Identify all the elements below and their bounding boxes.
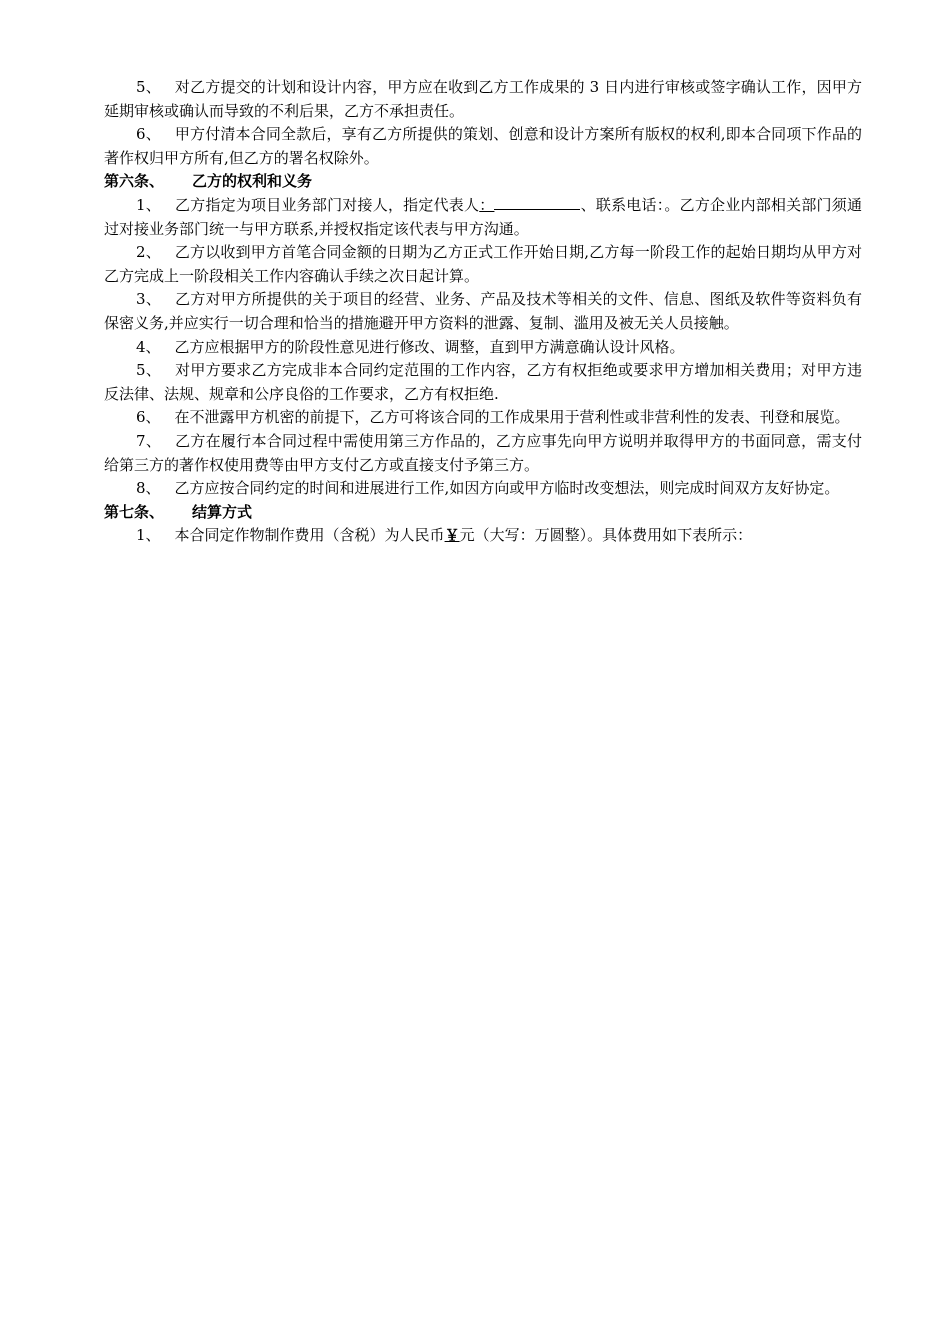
clause-text: 对甲方要求乙方完成非本合同约定范围的工作内容，乙方有权拒绝或要求甲方增加相关费用；对甲方违反法律、法规、规章和公序良俗的工作要求，乙方有权拒绝. [104, 361, 862, 403]
clause-text: 乙方应根据甲方的阶段性意见进行修改、调整，直到甲方满意确认设计风格。 [174, 337, 685, 356]
article-6-clause-5 [104, 359, 862, 406]
article-6-clause-7 [104, 430, 862, 477]
clause-number: 7、 [136, 431, 162, 450]
article-6-heading [104, 170, 862, 194]
article-label: 第七条、 [104, 502, 165, 521]
article-label: 第六条、 [104, 172, 165, 191]
colon-mark: ： [479, 195, 495, 214]
article-6-clause-4 [104, 336, 862, 360]
clause-number: 4、 [136, 337, 161, 356]
clause-number: 6、 [136, 125, 161, 144]
yen-symbol: ￥ [444, 526, 460, 545]
clause-number: 1、 [136, 195, 161, 214]
article-6-clause-3 [104, 288, 862, 335]
article-title: 结算方式 [192, 502, 253, 521]
clause-text: 甲方付清本合同全款后，享有乙方所提供的策划、创意和设计方案所有版权的权利,即本合同项下作品的著作权归甲方所有,但乙方的署名权除外。 [104, 125, 862, 167]
article-6-clause-1 [104, 194, 862, 241]
clause-text: 在不泄露甲方机密的前提下，乙方可将该合同的工作成果用于营利性或非营利性的发表、刊登和展览。 [174, 408, 850, 427]
clause-text: 乙方对甲方所提供的关于项目的经营、业务、产品及技术等相关的文件、信息、图纸及软件等资料负有保密义务,并应实行一切合理和恰当的措施避开甲方资料的泄露、复制、滥用及被无关人员接触。 [104, 290, 862, 332]
article-6-clause-6 [104, 406, 862, 430]
article-6-clause-2 [104, 241, 862, 288]
clause-number: 1、 [136, 526, 161, 545]
article-7-clause-1 [104, 524, 862, 548]
clause-text: 乙方应按合同约定的时间和进展进行工作,如因方向或甲方临时改变想法，则完成时间双方友好协定。 [174, 479, 840, 498]
clause-number: 5、 [136, 78, 161, 96]
clause-text: 乙方以收到甲方首笔合同金额的日期为乙方正式工作开始日期,乙方每一阶段工作的起始日期均从甲方对乙方完成上一阶段相关工作内容确认手续之次日起计算。 [104, 243, 862, 285]
article-title: 乙方的权利和义务 [192, 172, 313, 191]
article-6-clause-8 [104, 477, 862, 501]
clause-text: 乙方指定为项目业务部门对接人，指定代表人 [174, 195, 480, 214]
article-7-heading [104, 501, 862, 525]
clause-number: 8、 [136, 479, 161, 498]
clause-text-continued: 、联系电话：。乙方企业内部相关部门须通过对接业务部门统一与甲方联系,并授权指定该代表与甲方沟通。 [104, 195, 862, 238]
clause-number: 3、 [136, 290, 162, 309]
clause-text: 对乙方提交的计划和设计内容，甲方应在收到乙方工作成果的 3 日内进行审核或签字确认工作，因甲方延期审核或确认而导致的不利后果，乙方不承担责任。 [104, 78, 862, 120]
clause-text-continued: 元（大写：万圆整）。具体费用如下表所示： [459, 526, 753, 545]
document-page [104, 76, 862, 548]
clause-6 [104, 123, 862, 170]
clause-5 [104, 76, 862, 123]
clause-number: 5、 [136, 361, 162, 380]
clause-number: 6、 [136, 408, 161, 427]
representative-blank-line [494, 194, 580, 210]
clause-text: 本合同定作物制作费用（含税）为人民币 [174, 526, 445, 545]
clause-number: 2、 [136, 243, 161, 262]
clause-text: 乙方在履行本合同过程中需使用第三方作品的，乙方应事先向甲方说明并取得甲方的书面同意，需支付给第三方的著作权使用费等由甲方支付乙方或直接支付予第三方。 [104, 431, 862, 474]
